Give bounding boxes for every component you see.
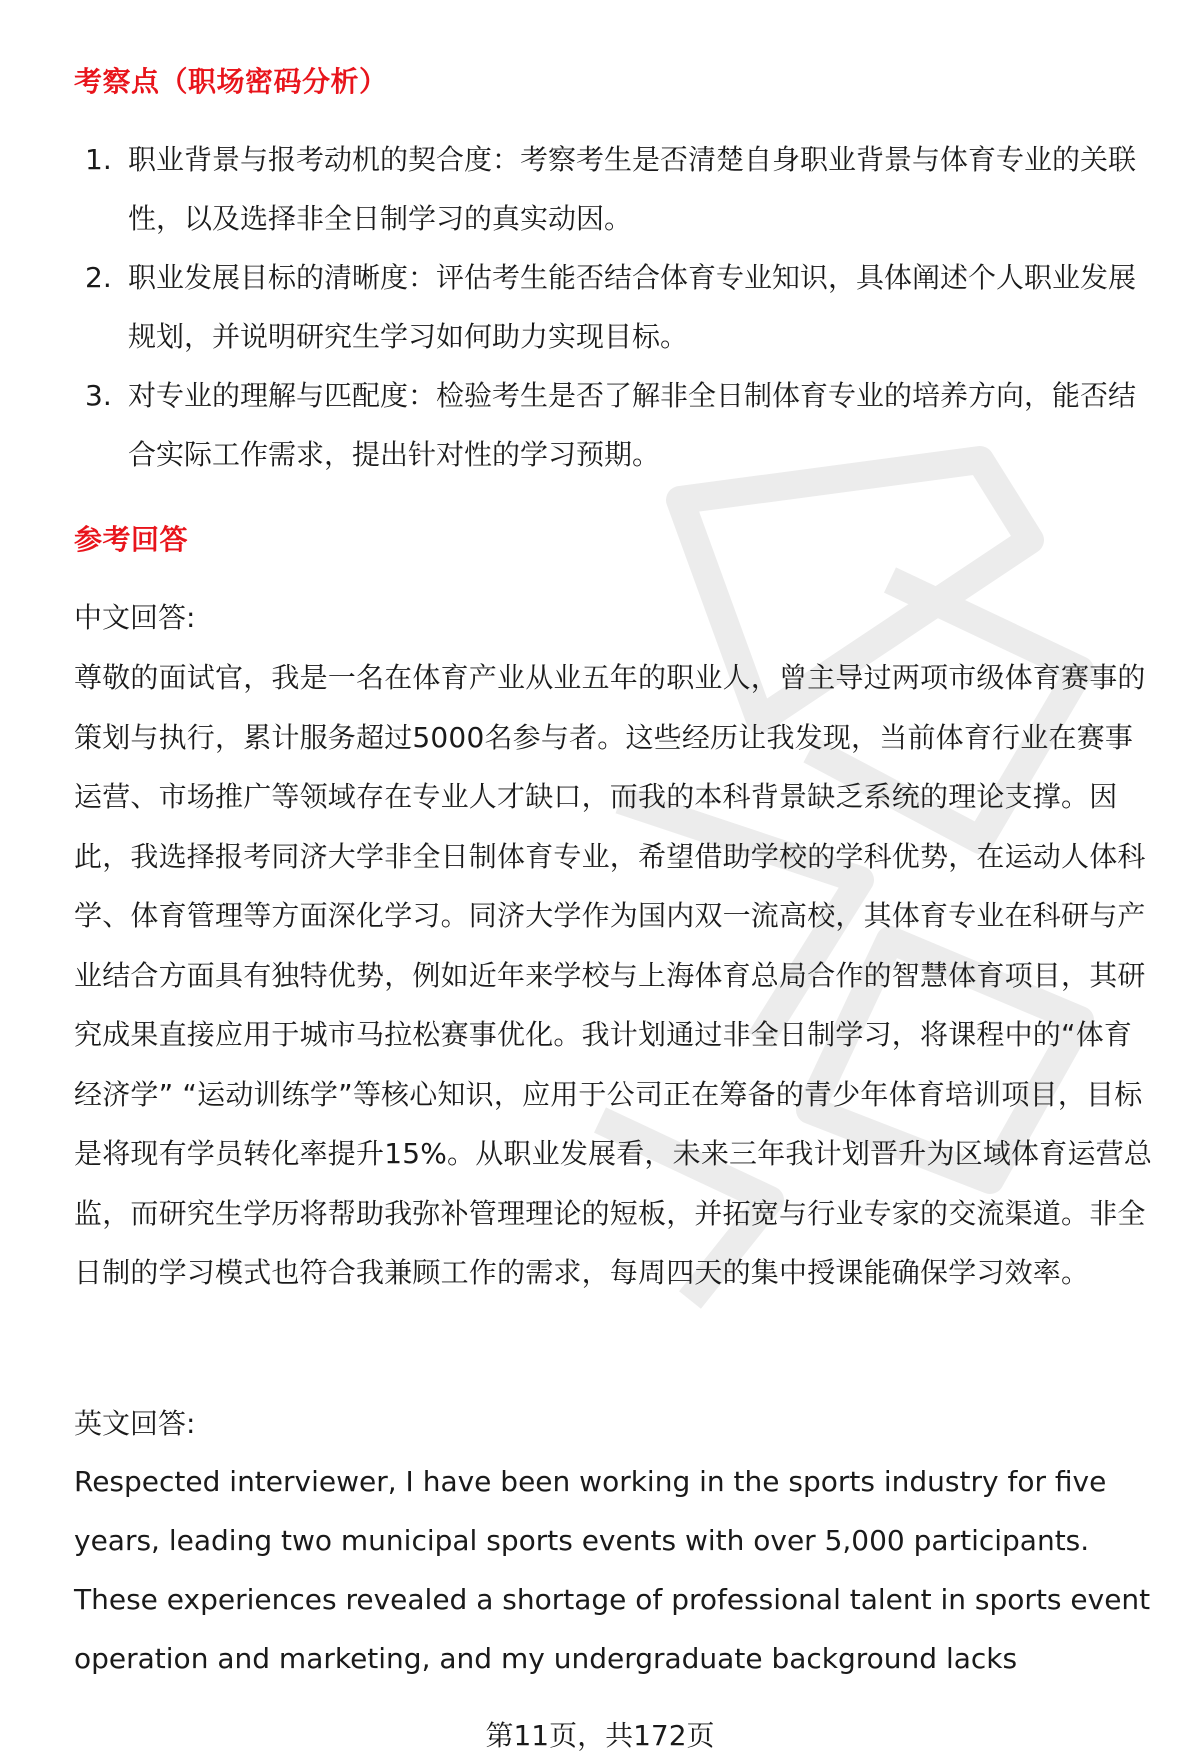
- exam-points-list: [74, 130, 1154, 484]
- english-answer-label: 英文回答:: [74, 1407, 196, 1440]
- exam-points-heading: 考察点（职场密码分析）: [74, 65, 388, 98]
- chinese-answer-label: 中文回答:: [74, 601, 196, 634]
- exam-point-text: 职业发展目标的清晰度：评估考生能否结合体育专业知识，具体阐述个人职业发展规划，并说明研究生学习如何助力实现目标。: [128, 261, 1137, 353]
- reference-answer-heading: 参考回答: [74, 523, 189, 556]
- exam-point-text: 职业背景与报考动机的契合度：考察考生是否清楚自身职业背景与体育专业的关联性，以及选择非全日制学习的真实动因。: [128, 143, 1137, 235]
- english-answer-text: Respected interviewer, I have been working in the sports industry for five years, leading two municipal sports events with over 5,000 participants. These experiences revealed a shortage of professional talent in sports event operation and marketing, and my undergraduate background lacks: [74, 1465, 1151, 1675]
- exam-point-item: [74, 248, 1154, 366]
- exam-point-number: 1.: [85, 143, 112, 176]
- chinese-answer-text: 尊敬的面试官，我是一名在体育产业从业五年的职业人，曾主导过两项市级体育赛事的策划与执行，累计服务超过5000名参与者。这些经历让我发现，当前体育行业在赛事运营、市场推广等领域存在专业人才缺口，而我的本科背景缺乏系统的理论支撑。因此，我选择报考同济大学非全日制体育专业，希望借助学校的学科优势，在运动人体科学、体育管理等方面深化学习。同济大学作为国内双一流高校，其体育专业在科研与产业结合方面具有独特优势，例如近年来学校与上海体育总局合作的智慧体育项目，其研究成果直接应用于城市马拉松赛事优化。我计划通过非全日制学习，将课程中的“体育经济学” “运动训练学”等核心知识，应用于公司正在筹备的青少年体育培训项目，目标是将现有学员转化率提升15%。从职业发展看，未来三年我计划晋升为区域体育运营总监，而研究生学历将帮助我弥补管理理论的短板，并拓宽与行业专家的交流渠道。非全日制的学习模式也符合我兼顾工作的需求，每周四天的集中授课能确保学习效率。: [74, 661, 1153, 1289]
- exam-point-number: 2.: [85, 261, 112, 294]
- page-indicator: 第11页，共172页: [485, 1719, 715, 1752]
- exam-point-number: 3.: [85, 379, 112, 412]
- exam-point-text: 对专业的理解与匹配度：检验考生是否了解非全日制体育专业的培养方向，能否结合实际工作需求，提出针对性的学习预期。: [128, 379, 1137, 471]
- exam-point-item: [74, 130, 1154, 248]
- exam-point-item: [74, 366, 1154, 484]
